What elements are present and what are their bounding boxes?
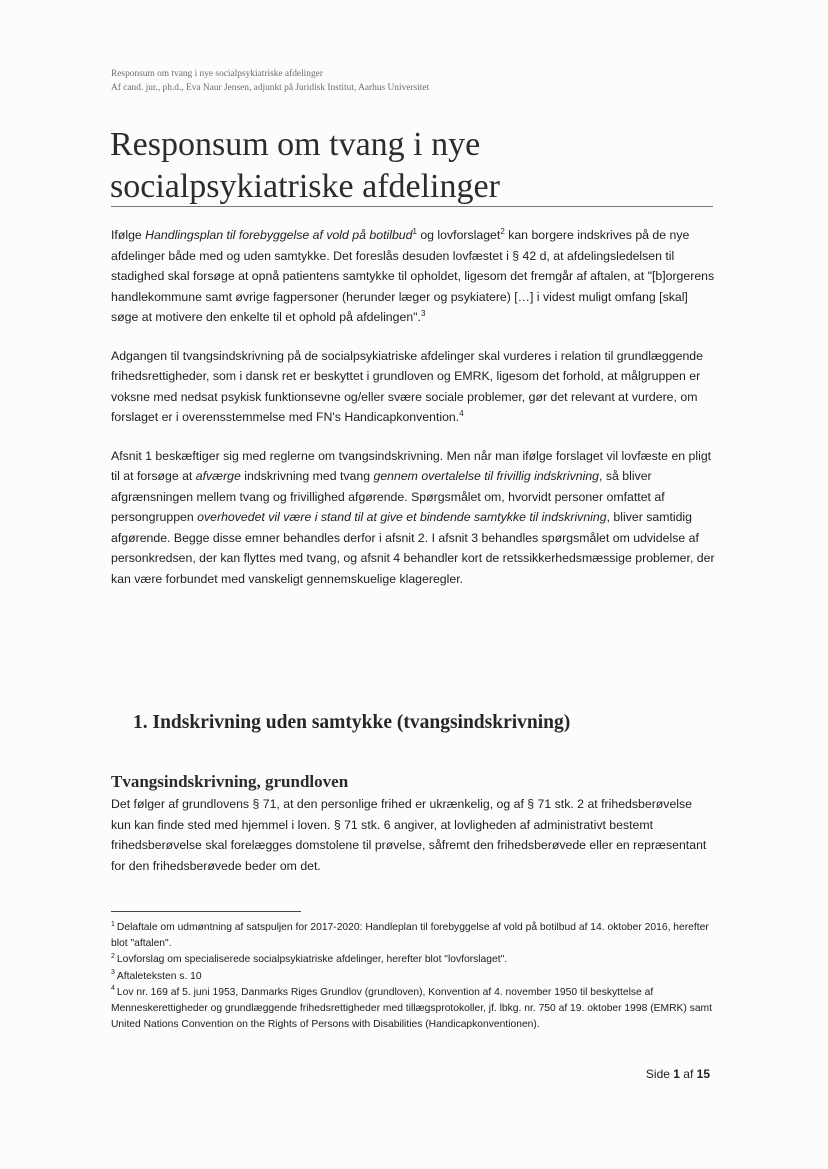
paragraph-3-text-d: , bliver samtidig afgørende. Begge disse emner behandles derfor i afsnit 2. I afsnit 3 behandles spørgsmålet om udvidelse af personkredsen, der kan flyttes med tvang, og afsnit 4 behandler kort de retssikkerhedsmæssige problemer, der kan være forbundet med vanskeligt gennemskuelige klageregler. — [111, 510, 715, 586]
page-number — [610, 1067, 710, 1081]
footnote-ref-1[interactable]: 1 — [412, 226, 417, 236]
footnote-ref-4[interactable]: 4 — [459, 408, 464, 418]
paragraph-3 — [111, 446, 715, 590]
paragraph-1-text-c: kan borgere indskrives på de nye afdelinger både med og uden samtykke. Det foreslås desuden lovfæstet i § 42 d, at afdelingsledelsen til stadighed skal forsøge at opnå patientens samtykke til opholdet, ligesom det fremgår af aftalen, at "[b]orgerens handlekommune samt øvrige fagpersoner (herunder læger og psykiatere) […] i videst muligt omfang [skal] søge at motivere den enkelte til et ophold på afdelingen". — [111, 228, 715, 324]
footnote-1 — [111, 920, 715, 952]
footnote-4 — [111, 985, 715, 1034]
paragraph-3-text-b: indskrivning med tvang — [240, 469, 374, 483]
footnote-text: Aftaleteksten s. 10 — [116, 970, 202, 982]
plan-title-emphasis: Handlingsplan til forebyggelse af vold på botilbud — [145, 228, 413, 242]
footnote-number: 1 — [111, 920, 115, 928]
paragraph-3-text-a: Afsnit 1 beskæftiger sig med reglerne om tvangsindskrivning. Men når man ifølge forslaget vil lovfæste en pligt til at forsøge at — [111, 448, 712, 483]
paragraph-1-text-b: og lovforslaget — [416, 228, 501, 242]
section-1-paragraph: Det følger af grundlovens § 71, at den personlige frihed er ukrænkelig, og af § 71 stk. 2 at frihedsberøvelse kun kan finde sted med hjemmel i loven. § 71 stk. 6 angiver, at lovligheden af administrativt bestemt frihedsberøvelse skal forelægges domstolene til prøvelse, såfremt den frihedsberøvede eller en repræsentant for den frihedsberøvede beder om det. — [111, 797, 707, 873]
section-1-subheading: Tvangsindskrivning, grundloven — [111, 772, 349, 791]
paragraph-2 — [111, 346, 715, 428]
paragraph-3-text-c: , så bliver afgrænsningen mellem tvang og frivillighed afgørende. Spørgsmålet om, hvorvidt personer omfattet af persongruppen — [111, 469, 665, 524]
running-header-author: Af cand. jur., ph.d., Eva Naur Jensen, adjunkt på Juridisk Institut, Aarhus Universitet — [111, 82, 430, 93]
paragraph-1-text-a: Ifølge — [111, 228, 146, 242]
footnote-text: Lov nr. 169 af 5. juni 1953, Danmarks Riges Grundlov (grundloven), Konvention af 4. november 1950 til beskyttelse af Menneskerettigheder og grundlæggende frihedsrettigheder med tillægsprotokoller, jf. lbkg. nr. 750 af 19. oktober 1998 (EMRK) samt United Nations Convention on the Rights of Persons with Disabilities (Handicapkonventionen). — [111, 986, 712, 1031]
footnote-3 — [111, 969, 715, 985]
page-number-total: 15 — [696, 1067, 710, 1081]
footnote-ref-3[interactable]: 3 — [420, 308, 426, 318]
page-number-separator: af — [679, 1067, 697, 1081]
paragraph-1 — [111, 225, 715, 328]
section-1-heading: 1. Indskrivning uden samtykke (tvangsindskrivning) — [133, 712, 571, 733]
document-title — [110, 124, 720, 208]
footnote-number: 4 — [111, 985, 115, 993]
paragraph-2-text: Adgangen til tvangsindskrivning på de socialpsykiatriske afdelinger skal vurderes i relation til grundlæggende frihedsrettigheder, som i dansk ret er beskyttet i grundloven og EMRK, ligesom det forhold, at målgruppen er voksne med nedsat psykisk funktionsevne og/eller svære sociale problemer, gør det relevant at vurdere, om forslaget er i overensstemmelse med FN's Handicapkonvention. — [111, 348, 703, 424]
footnote-separator — [111, 911, 301, 912]
running-header-title: Responsum om tvang i nye socialpsykiatriske afdelinger — [111, 69, 323, 79]
footnote-number: 3 — [111, 969, 115, 977]
document-title-line-1: Responsum om tvang i nye — [110, 126, 481, 163]
running-header — [111, 68, 731, 95]
page-number-prefix: Side — [645, 1067, 674, 1081]
page-number-current: 1 — [673, 1067, 680, 1081]
footnotes — [111, 920, 715, 1033]
footnote-text: Lovforslag om specialiserede socialpsykiatriske afdelinger, herefter blot "lovforslaget". — [116, 954, 508, 966]
footnote-ref-2[interactable]: 2 — [500, 226, 505, 236]
footnote-number: 2 — [111, 952, 115, 960]
footnote-2 — [111, 952, 715, 968]
paragraph-3-emphasis-1: afværge — [195, 469, 241, 483]
paragraph-3-emphasis-2: gennem overtalelse til frivillig indskrivning — [373, 469, 600, 483]
document-title-line-2: socialpsykiatriske afdelinger — [110, 168, 500, 205]
intro-body — [111, 225, 715, 607]
paragraph-3-emphasis-3: overhovedet vil være i stand til at give et bindende samtykke til indskrivning — [197, 510, 607, 524]
title-divider — [111, 206, 713, 207]
footnote-text: Delaftale om udmøntning af satspuljen for 2017-2020: Handleplan til forebyggelse af vold på botilbud af 14. oktober 2016, herefter blot "aftalen". — [111, 922, 709, 950]
